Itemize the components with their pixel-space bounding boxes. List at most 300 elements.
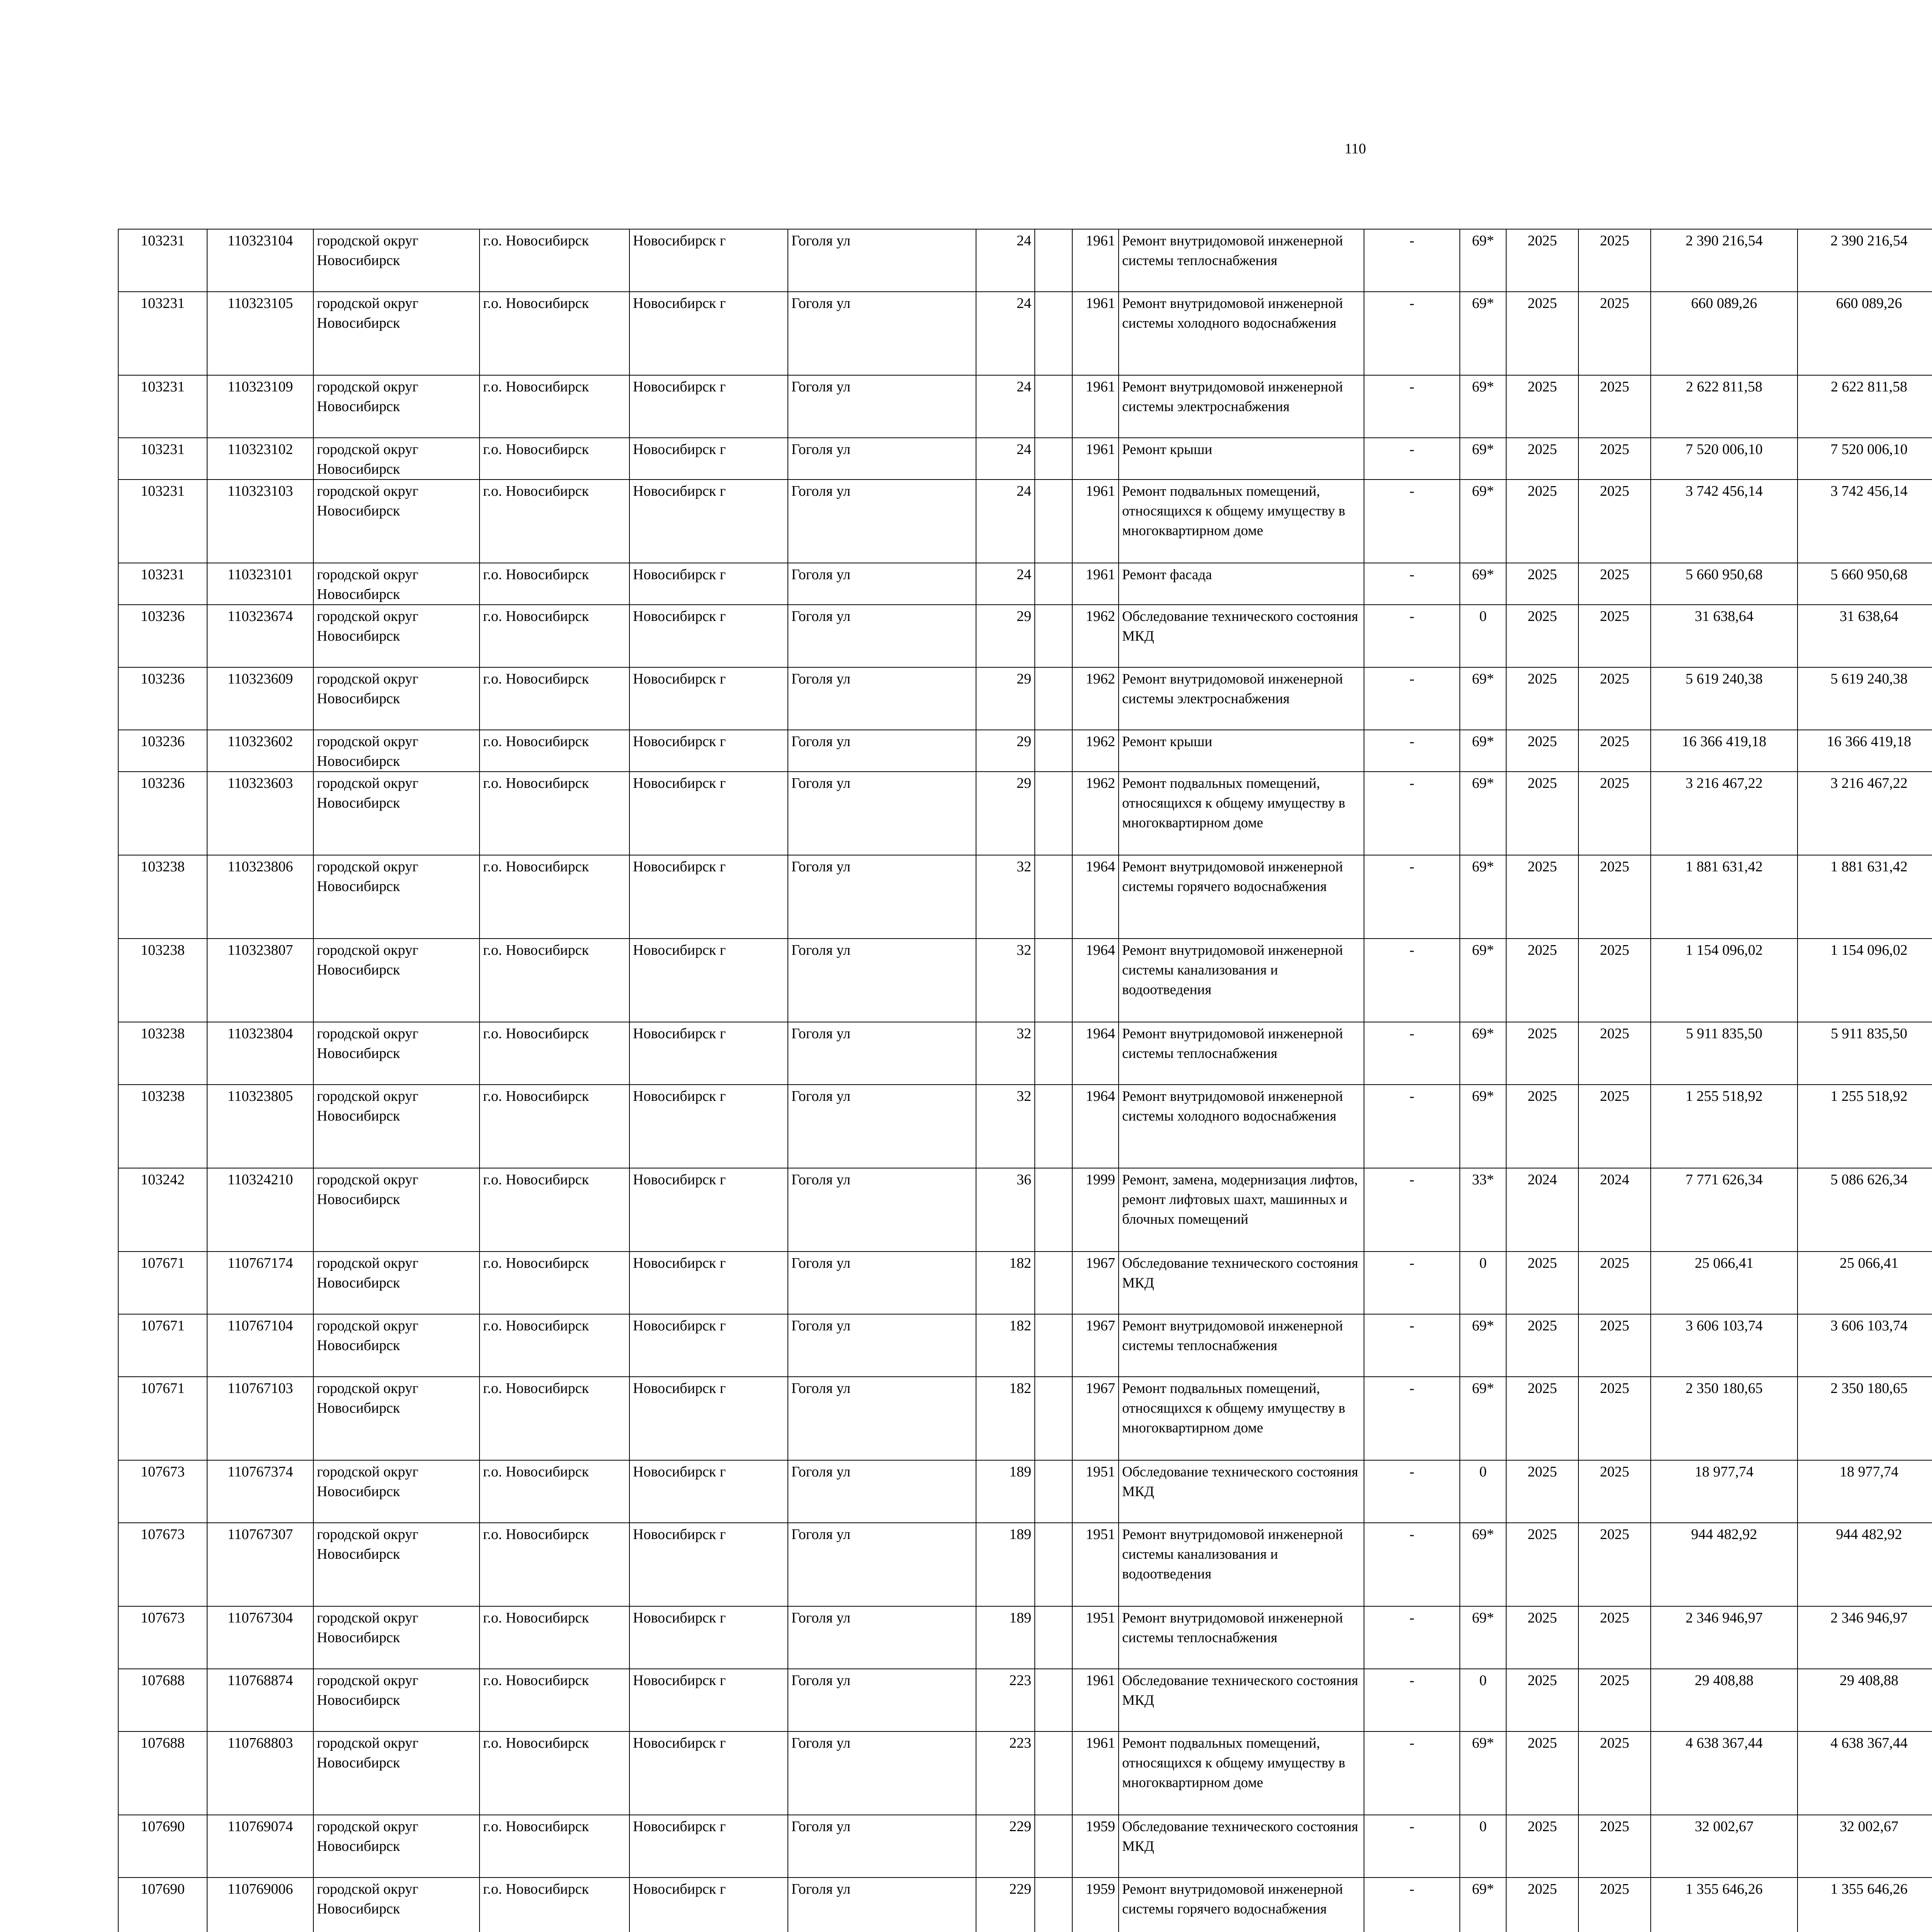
cell-year: 1951 [1072, 1460, 1119, 1523]
cell-street: Гоголя ул [788, 730, 976, 772]
table-row [118, 1168, 1932, 1252]
cell-year-start: 2024 [1506, 1168, 1578, 1252]
cell-regional-cost: 1 881 631,42 [1798, 855, 1932, 939]
cell-house: 36 [976, 1168, 1035, 1252]
table-row [118, 1606, 1932, 1669]
cell-settlement: Новосибирск г [629, 1022, 788, 1085]
cell-corpus [1035, 1168, 1072, 1252]
cell-mark: - [1364, 772, 1460, 855]
cell-settlement: Новосибирск г [629, 563, 788, 605]
cell-year: 1967 [1072, 1314, 1119, 1377]
cell-municipality: городской округ Новосибирск [313, 730, 480, 772]
cell-mark: - [1364, 292, 1460, 375]
cell-house: 24 [976, 375, 1035, 438]
cell-wear: 69* [1460, 229, 1506, 292]
cell-municipality: городской округ Новосибирск [313, 1731, 480, 1815]
cell-year-end: 2025 [1578, 939, 1651, 1022]
cell-year-start: 2025 [1506, 1878, 1578, 1932]
cell-corpus [1035, 1815, 1072, 1878]
cell-street: Гоголя ул [788, 1731, 976, 1815]
cell-settlement: Новосибирск г [629, 480, 788, 563]
cell-total-cost: 5 911 835,50 [1651, 1022, 1798, 1085]
cell-regional-cost: 31 638,64 [1798, 605, 1932, 667]
cell-mark: - [1364, 1815, 1460, 1878]
cell-code: 110768803 [207, 1731, 313, 1815]
cell-wear: 69* [1460, 563, 1506, 605]
cell-year-start: 2025 [1506, 667, 1578, 730]
table-row [118, 1523, 1932, 1606]
cell-year-start: 2025 [1506, 375, 1578, 438]
cell-settlement: Новосибирск г [629, 855, 788, 939]
cell-year-start: 2025 [1506, 1252, 1578, 1314]
cell-code: 110323602 [207, 730, 313, 772]
cell-corpus [1035, 1523, 1072, 1606]
cell-year: 1964 [1072, 1022, 1119, 1085]
cell-wear: 69* [1460, 855, 1506, 939]
cell-wear: 69* [1460, 1606, 1506, 1669]
cell-municipality: городской округ Новосибирск [313, 667, 480, 730]
cell-wear: 69* [1460, 1523, 1506, 1606]
cell-wear: 0 [1460, 1815, 1506, 1878]
cell-regional-cost: 5 619 240,38 [1798, 667, 1932, 730]
cell-year-start: 2025 [1506, 772, 1578, 855]
table-row [118, 1669, 1932, 1731]
cell-corpus [1035, 229, 1072, 292]
cell-house: 24 [976, 438, 1035, 480]
cell-municipality: городской округ Новосибирск [313, 438, 480, 480]
cell-year-start: 2025 [1506, 1523, 1578, 1606]
cell-id: 103231 [118, 438, 207, 480]
cell-total-cost: 25 066,41 [1651, 1252, 1798, 1314]
cell-municipality: городской округ Новосибирск [313, 1878, 480, 1932]
cell-work-type: Ремонт внутридомовой инженерной системы холодного водоснабжения [1119, 1085, 1364, 1168]
cell-id: 103231 [118, 229, 207, 292]
cell-year: 1961 [1072, 1669, 1119, 1731]
table-row [118, 667, 1932, 730]
cell-year-end: 2025 [1578, 1377, 1651, 1460]
cell-regional-cost: 2 390 216,54 [1798, 229, 1932, 292]
cell-corpus [1035, 939, 1072, 1022]
cell-wear: 0 [1460, 1669, 1506, 1731]
cell-year: 1964 [1072, 1085, 1119, 1168]
cell-mark: - [1364, 855, 1460, 939]
cell-work-type: Ремонт подвальных помещений, относящихся к общему имуществу в многоквартирном доме [1119, 1731, 1364, 1815]
cell-corpus [1035, 480, 1072, 563]
cell-work-type: Ремонт крыши [1119, 438, 1364, 480]
cell-district: г.о. Новосибирск [480, 1252, 629, 1314]
cell-total-cost: 31 638,64 [1651, 605, 1798, 667]
cell-id: 107673 [118, 1460, 207, 1523]
cell-total-cost: 1 355 646,26 [1651, 1878, 1798, 1932]
table-row [118, 730, 1932, 772]
cell-wear: 69* [1460, 667, 1506, 730]
cell-corpus [1035, 1731, 1072, 1815]
cell-mark: - [1364, 1460, 1460, 1523]
cell-id: 107671 [118, 1314, 207, 1377]
cell-corpus [1035, 563, 1072, 605]
cell-year: 1999 [1072, 1168, 1119, 1252]
cell-settlement: Новосибирск г [629, 1815, 788, 1878]
cell-year-end: 2025 [1578, 1878, 1651, 1932]
cell-street: Гоголя ул [788, 563, 976, 605]
cell-id: 103231 [118, 480, 207, 563]
cell-year: 1951 [1072, 1523, 1119, 1606]
cell-code: 110323804 [207, 1022, 313, 1085]
cell-municipality: городской округ Новосибирск [313, 229, 480, 292]
cell-district: г.о. Новосибирск [480, 605, 629, 667]
cell-total-cost: 29 408,88 [1651, 1669, 1798, 1731]
cell-total-cost: 1 881 631,42 [1651, 855, 1798, 939]
cell-total-cost: 3 606 103,74 [1651, 1314, 1798, 1377]
cell-id: 107673 [118, 1523, 207, 1606]
cell-total-cost: 1 255 518,92 [1651, 1085, 1798, 1168]
cell-street: Гоголя ул [788, 667, 976, 730]
cell-district: г.о. Новосибирск [480, 1815, 629, 1878]
cell-id: 107688 [118, 1669, 207, 1731]
table-row [118, 1252, 1932, 1314]
cell-street: Гоголя ул [788, 1878, 976, 1932]
cell-work-type: Ремонт внутридомовой инженерной системы канализования и водоотведения [1119, 1523, 1364, 1606]
cell-corpus [1035, 1314, 1072, 1377]
cell-district: г.о. Новосибирск [480, 1878, 629, 1932]
cell-year: 1962 [1072, 772, 1119, 855]
cell-mark: - [1364, 667, 1460, 730]
cell-street: Гоголя ул [788, 1669, 976, 1731]
cell-house: 32 [976, 1085, 1035, 1168]
cell-settlement: Новосибирск г [629, 229, 788, 292]
cell-street: Гоголя ул [788, 292, 976, 375]
cell-settlement: Новосибирск г [629, 292, 788, 375]
cell-work-type: Ремонт подвальных помещений, относящихся к общему имуществу в многоквартирном доме [1119, 1377, 1364, 1460]
cell-id: 103236 [118, 730, 207, 772]
cell-id: 107671 [118, 1252, 207, 1314]
cell-corpus [1035, 605, 1072, 667]
cell-year-end: 2025 [1578, 375, 1651, 438]
cell-total-cost: 16 366 419,18 [1651, 730, 1798, 772]
cell-settlement: Новосибирск г [629, 1314, 788, 1377]
cell-mark: - [1364, 375, 1460, 438]
cell-street: Гоголя ул [788, 1314, 976, 1377]
cell-corpus [1035, 667, 1072, 730]
cell-code: 110767104 [207, 1314, 313, 1377]
cell-mark: - [1364, 480, 1460, 563]
cell-code: 110324210 [207, 1168, 313, 1252]
cell-district: г.о. Новосибирск [480, 1085, 629, 1168]
cell-house: 229 [976, 1878, 1035, 1932]
cell-mark: - [1364, 1314, 1460, 1377]
cell-code: 110323603 [207, 772, 313, 855]
cell-wear: 0 [1460, 1460, 1506, 1523]
cell-regional-cost: 944 482,92 [1798, 1523, 1932, 1606]
cell-regional-cost: 29 408,88 [1798, 1669, 1932, 1731]
cell-year-end: 2025 [1578, 1669, 1651, 1731]
cell-regional-cost: 1 154 096,02 [1798, 939, 1932, 1022]
cell-corpus [1035, 1252, 1072, 1314]
cell-corpus [1035, 1085, 1072, 1168]
cell-settlement: Новосибирск г [629, 1878, 788, 1932]
cell-regional-cost: 1 255 518,92 [1798, 1085, 1932, 1168]
cell-id: 103236 [118, 772, 207, 855]
cell-year-end: 2025 [1578, 292, 1651, 375]
cell-total-cost: 5 660 950,68 [1651, 563, 1798, 605]
cell-district: г.о. Новосибирск [480, 730, 629, 772]
cell-settlement: Новосибирск г [629, 667, 788, 730]
cell-regional-cost: 5 086 626,34 [1798, 1168, 1932, 1252]
cell-district: г.о. Новосибирск [480, 292, 629, 375]
table-row [118, 480, 1932, 563]
table-row [118, 1460, 1932, 1523]
cell-house: 29 [976, 605, 1035, 667]
cell-year-end: 2024 [1578, 1168, 1651, 1252]
cell-total-cost: 3 742 456,14 [1651, 480, 1798, 563]
cell-year-start: 2025 [1506, 730, 1578, 772]
cell-year: 1967 [1072, 1252, 1119, 1314]
cell-code: 110323805 [207, 1085, 313, 1168]
cell-year: 1964 [1072, 855, 1119, 939]
cell-year-end: 2025 [1578, 438, 1651, 480]
cell-year-end: 2025 [1578, 667, 1651, 730]
cell-regional-cost: 4 638 367,44 [1798, 1731, 1932, 1815]
cell-wear: 69* [1460, 1377, 1506, 1460]
cell-year-end: 2025 [1578, 1252, 1651, 1314]
cell-year-end: 2025 [1578, 1460, 1651, 1523]
cell-street: Гоголя ул [788, 1168, 976, 1252]
cell-street: Гоголя ул [788, 1460, 976, 1523]
cell-settlement: Новосибирск г [629, 939, 788, 1022]
cell-code: 110323102 [207, 438, 313, 480]
cell-year-start: 2025 [1506, 1314, 1578, 1377]
table-row [118, 855, 1932, 939]
cell-id: 107688 [118, 1731, 207, 1815]
cell-settlement: Новосибирск г [629, 1460, 788, 1523]
cell-mark: - [1364, 229, 1460, 292]
cell-house: 223 [976, 1669, 1035, 1731]
cell-wear: 69* [1460, 292, 1506, 375]
cell-mark: - [1364, 1669, 1460, 1731]
cell-year: 1967 [1072, 1377, 1119, 1460]
page-number: 110 [1344, 141, 1366, 157]
cell-street: Гоголя ул [788, 229, 976, 292]
cell-wear: 69* [1460, 375, 1506, 438]
cell-regional-cost: 3 742 456,14 [1798, 480, 1932, 563]
cell-total-cost: 7 520 006,10 [1651, 438, 1798, 480]
cell-municipality: городской округ Новосибирск [313, 1523, 480, 1606]
cell-regional-cost: 660 089,26 [1798, 292, 1932, 375]
cell-house: 24 [976, 229, 1035, 292]
cell-year: 1964 [1072, 939, 1119, 1022]
cell-work-type: Ремонт внутридомовой инженерной системы электроснабжения [1119, 375, 1364, 438]
cell-year: 1959 [1072, 1878, 1119, 1932]
cell-street: Гоголя ул [788, 772, 976, 855]
cell-year: 1961 [1072, 229, 1119, 292]
cell-wear: 69* [1460, 438, 1506, 480]
cell-mark: - [1364, 1022, 1460, 1085]
cell-code: 110323101 [207, 563, 313, 605]
cell-wear: 69* [1460, 939, 1506, 1022]
cell-year-start: 2025 [1506, 229, 1578, 292]
cell-code: 110767304 [207, 1606, 313, 1669]
cell-house: 29 [976, 772, 1035, 855]
cell-regional-cost: 7 520 006,10 [1798, 438, 1932, 480]
cell-municipality: городской округ Новосибирск [313, 1168, 480, 1252]
cell-id: 103236 [118, 605, 207, 667]
cell-year-start: 2025 [1506, 480, 1578, 563]
cell-mark: - [1364, 1878, 1460, 1932]
cell-district: г.о. Новосибирск [480, 438, 629, 480]
cell-code: 110767307 [207, 1523, 313, 1606]
cell-street: Гоголя ул [788, 1815, 976, 1878]
cell-municipality: городской округ Новосибирск [313, 292, 480, 375]
cell-work-type: Обследование технического состояния МКД [1119, 1669, 1364, 1731]
cell-corpus [1035, 1878, 1072, 1932]
cell-municipality: городской округ Новосибирск [313, 605, 480, 667]
cell-municipality: городской округ Новосибирск [313, 1815, 480, 1878]
cell-corpus [1035, 730, 1072, 772]
cell-total-cost: 32 002,67 [1651, 1815, 1798, 1878]
cell-total-cost: 7 771 626,34 [1651, 1168, 1798, 1252]
cell-wear: 69* [1460, 1878, 1506, 1932]
cell-id: 103231 [118, 292, 207, 375]
cell-house: 29 [976, 730, 1035, 772]
cell-mark: - [1364, 563, 1460, 605]
cell-house: 182 [976, 1314, 1035, 1377]
cell-mark: - [1364, 1252, 1460, 1314]
cell-year: 1962 [1072, 730, 1119, 772]
cell-year-end: 2025 [1578, 480, 1651, 563]
table-row [118, 438, 1932, 480]
cell-house: 32 [976, 855, 1035, 939]
cell-total-cost: 660 089,26 [1651, 292, 1798, 375]
cell-street: Гоголя ул [788, 1606, 976, 1669]
cell-year-end: 2025 [1578, 563, 1651, 605]
cell-corpus [1035, 1669, 1072, 1731]
cell-wear: 69* [1460, 730, 1506, 772]
cell-year-start: 2025 [1506, 1606, 1578, 1669]
cell-year-start: 2025 [1506, 939, 1578, 1022]
cell-district: г.о. Новосибирск [480, 480, 629, 563]
cell-work-type: Ремонт внутридомовой инженерной системы канализования и водоотведения [1119, 939, 1364, 1022]
cell-year-start: 2025 [1506, 292, 1578, 375]
cell-corpus [1035, 772, 1072, 855]
cell-street: Гоголя ул [788, 1377, 976, 1460]
table-row [118, 1022, 1932, 1085]
cell-street: Гоголя ул [788, 939, 976, 1022]
cell-house: 32 [976, 1022, 1035, 1085]
cell-total-cost: 5 619 240,38 [1651, 667, 1798, 730]
cell-year: 1961 [1072, 292, 1119, 375]
cell-id: 103231 [118, 563, 207, 605]
cell-municipality: городской округ Новосибирск [313, 1377, 480, 1460]
cell-year-start: 2025 [1506, 1731, 1578, 1815]
cell-year: 1951 [1072, 1606, 1119, 1669]
cell-district: г.о. Новосибирск [480, 229, 629, 292]
cell-mark: - [1364, 438, 1460, 480]
cell-district: г.о. Новосибирск [480, 1523, 629, 1606]
cell-regional-cost: 2 350 180,65 [1798, 1377, 1932, 1460]
cell-settlement: Новосибирск г [629, 1523, 788, 1606]
cell-year-end: 2025 [1578, 730, 1651, 772]
table-row [118, 1815, 1932, 1878]
cell-year-start: 2025 [1506, 1085, 1578, 1168]
cell-year-start: 2025 [1506, 1815, 1578, 1878]
cell-wear: 0 [1460, 605, 1506, 667]
cell-regional-cost: 3 216 467,22 [1798, 772, 1932, 855]
cell-settlement: Новосибирск г [629, 772, 788, 855]
cell-total-cost: 2 390 216,54 [1651, 229, 1798, 292]
cell-wear: 0 [1460, 1252, 1506, 1314]
cell-corpus [1035, 292, 1072, 375]
cell-code: 110323609 [207, 667, 313, 730]
cell-year-start: 2025 [1506, 1669, 1578, 1731]
cell-regional-cost: 5 660 950,68 [1798, 563, 1932, 605]
cell-mark: - [1364, 1606, 1460, 1669]
cell-year-start: 2025 [1506, 1460, 1578, 1523]
cell-code: 110323109 [207, 375, 313, 438]
cell-work-type: Обследование технического состояния МКД [1119, 605, 1364, 667]
cell-house: 24 [976, 292, 1035, 375]
cell-year-start: 2025 [1506, 605, 1578, 667]
cell-year-start: 2025 [1506, 1022, 1578, 1085]
cell-year: 1961 [1072, 375, 1119, 438]
table-row [118, 563, 1932, 605]
cell-work-type: Ремонт, замена, модернизация лифтов, ремонт лифтовых шахт, машинных и блочных помещений [1119, 1168, 1364, 1252]
cell-corpus [1035, 855, 1072, 939]
cell-year: 1961 [1072, 480, 1119, 563]
cell-mark: - [1364, 1085, 1460, 1168]
cell-total-cost: 2 346 946,97 [1651, 1606, 1798, 1669]
cell-code: 110323674 [207, 605, 313, 667]
cell-municipality: городской округ Новосибирск [313, 772, 480, 855]
cell-code: 110323807 [207, 939, 313, 1022]
cell-municipality: городской округ Новосибирск [313, 1085, 480, 1168]
table-row [118, 1314, 1932, 1377]
cell-id: 107673 [118, 1606, 207, 1669]
table-row [118, 605, 1932, 667]
cell-street: Гоголя ул [788, 480, 976, 563]
cell-municipality: городской округ Новосибирск [313, 1252, 480, 1314]
cell-municipality: городской округ Новосибирск [313, 480, 480, 563]
cell-work-type: Ремонт подвальных помещений, относящихся к общему имуществу в многоквартирном доме [1119, 480, 1364, 563]
cell-work-type: Обследование технического состояния МКД [1119, 1252, 1364, 1314]
cell-year: 1961 [1072, 1731, 1119, 1815]
cell-total-cost: 4 638 367,44 [1651, 1731, 1798, 1815]
cell-code: 110323104 [207, 229, 313, 292]
table-row [118, 1878, 1932, 1932]
cell-regional-cost: 18 977,74 [1798, 1460, 1932, 1523]
cell-code: 110769074 [207, 1815, 313, 1878]
cell-regional-cost: 1 355 646,26 [1798, 1878, 1932, 1932]
cell-work-type: Ремонт внутридомовой инженерной системы электроснабжения [1119, 667, 1364, 730]
cell-district: г.о. Новосибирск [480, 1377, 629, 1460]
cell-house: 229 [976, 1815, 1035, 1878]
cell-year: 1961 [1072, 438, 1119, 480]
cell-corpus [1035, 438, 1072, 480]
cell-house: 189 [976, 1460, 1035, 1523]
cell-district: г.о. Новосибирск [480, 1731, 629, 1815]
cell-regional-cost: 25 066,41 [1798, 1252, 1932, 1314]
cell-settlement: Новосибирск г [629, 1731, 788, 1815]
cell-district: г.о. Новосибирск [480, 855, 629, 939]
cell-municipality: городской округ Новосибирск [313, 1022, 480, 1085]
cell-settlement: Новосибирск г [629, 375, 788, 438]
cell-street: Гоголя ул [788, 1523, 976, 1606]
cell-total-cost: 1 154 096,02 [1651, 939, 1798, 1022]
cell-district: г.о. Новосибирск [480, 375, 629, 438]
cell-id: 103238 [118, 939, 207, 1022]
cell-house: 223 [976, 1731, 1035, 1815]
cell-house: 182 [976, 1377, 1035, 1460]
cell-wear: 69* [1460, 1314, 1506, 1377]
